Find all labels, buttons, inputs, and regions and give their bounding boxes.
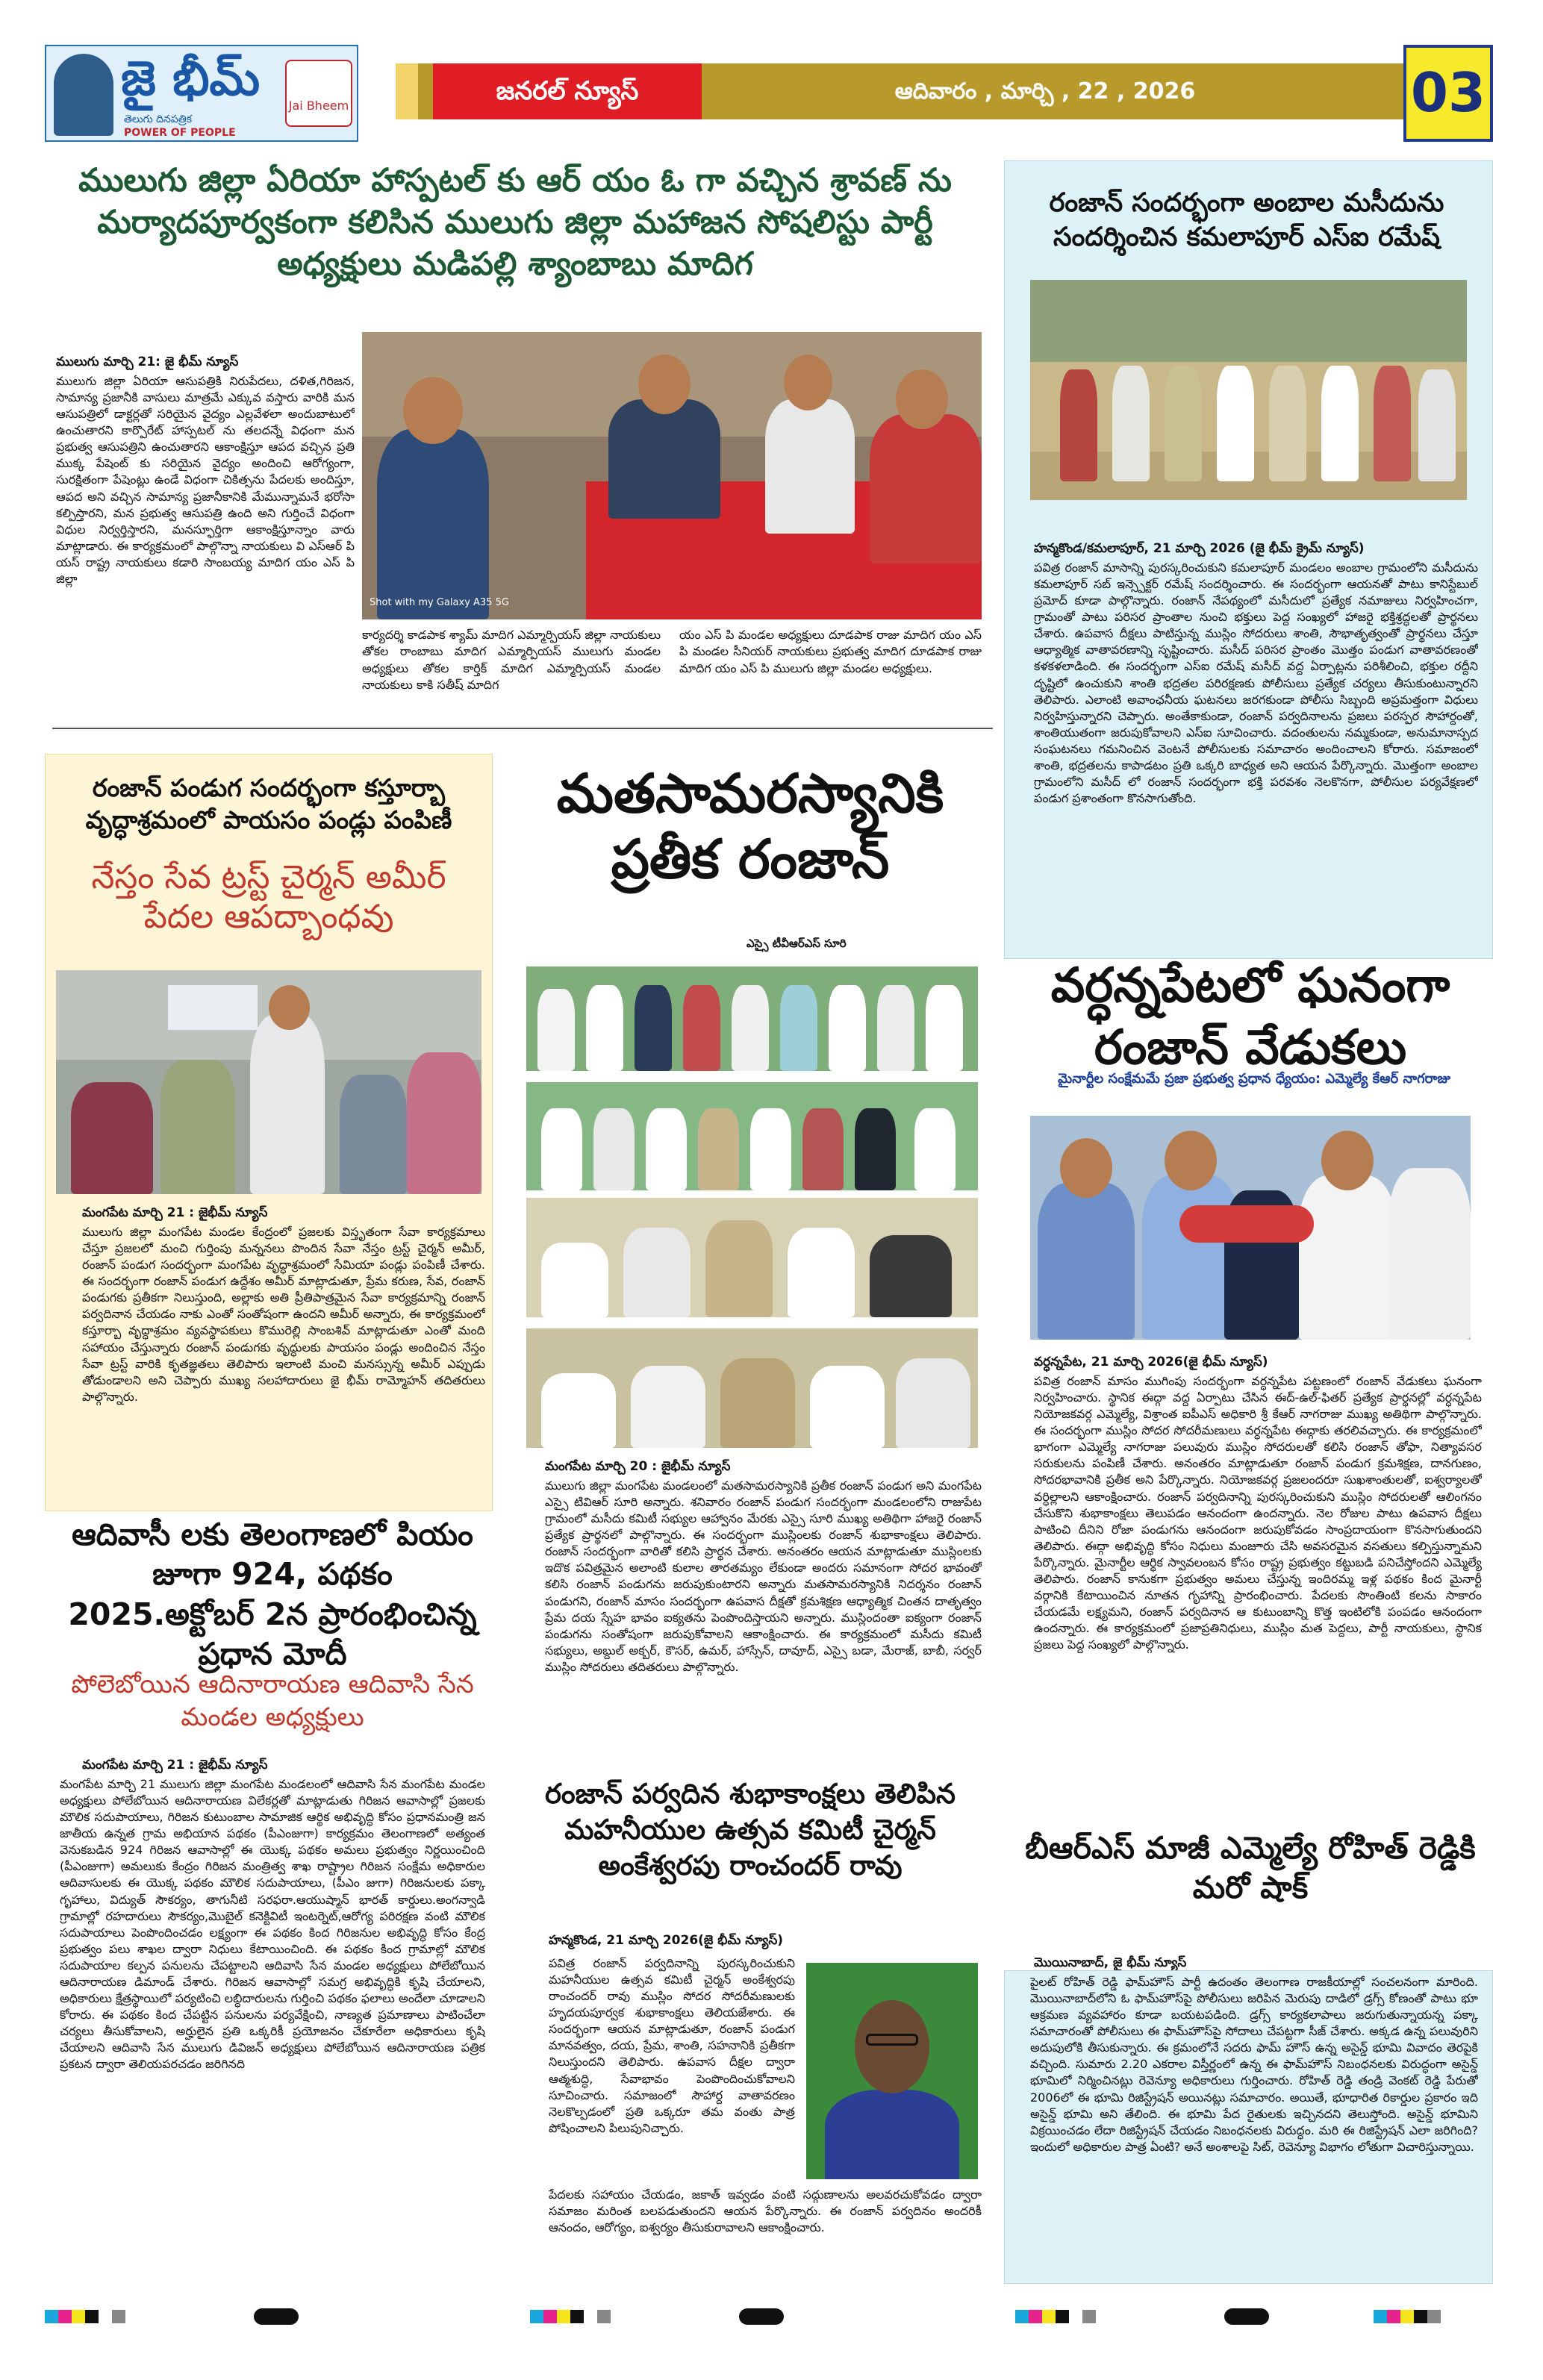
ambala-headline: రంజాన్ సందర్భంగా అంబాల మసీదును సందర్శించిన కమలాపూర్ ఎస్ఐ రమేష్ bbox=[1049, 188, 1444, 252]
photo-watermark: Shot with my Galaxy A35 5G bbox=[370, 597, 509, 608]
color-registration-bar bbox=[530, 2310, 611, 2323]
brs-headline: బీఆర్ఎస్ మాజీ ఎమ్మెల్యే రోహిత్ రెడ్డికి మరో షాక్ bbox=[1025, 1830, 1476, 1906]
vardhannapet-headline: వర్ధన్నపేటలో ఘనంగా రంజాన్ వేడుకలు bbox=[1050, 958, 1450, 1076]
portrait-image bbox=[54, 54, 113, 136]
adivasi-dateline: మంగపేట మార్చి 21 : జైభీమ్ న్యూస్ bbox=[82, 1758, 268, 1772]
logo-seal: Jai Bheem bbox=[285, 60, 352, 127]
story-a-headline: ములుగు జిల్లా ఏరియా హాస్పటల్ కు ఆర్ యం ఓ గా వచ్చిన శ్రావణ్ ను మర్యాదపూర్వకంగా కలిసిన ములుగు జిల్లా మహాజన సోషలిస్టు పార్టీ అధ్యక్షులు మడిపల్లి శ్యాంబాబు మాదిగ bbox=[78, 162, 952, 283]
masthead bbox=[45, 45, 1493, 142]
greetings-dateline: హన్మకొండ, 21 మార్చి 2026(జై భీమ్ న్యూస్) bbox=[549, 1933, 784, 1948]
adivasi-headline: ఆదివాసీ లకు తెలంగాణలో పియం జూగా 924, పథకం 2025.అక్టోబర్ 2న ప్రారంభించిన్న ప్రధాన మోదీ bbox=[68, 1517, 477, 1672]
story-a-caption-right: యం ఎస్ పి మండల అధ్యక్షులు దూడపాక రాజు మాదిగ యం ఎస్ పి మండల సీనియర్ నాయకులు ప్రభుత్వ మాదిగ దూడపాక రాజు మాదిగ యం ఎస్ పి ములుగు జిల్లా మండల అధ్యక్షులు. bbox=[679, 628, 982, 675]
color-registration-bar bbox=[45, 2310, 125, 2323]
ramzan-body: ములుగు జిల్లా మంగపేట మండలంలో మతసామరస్యానికి ప్రతీక రంజాన్ పండుగ అని మంగపేట ఎస్సై టివిఆర్ సూరి అన్నారు. శనివారం రంజాన్ పండుగ సందర్భంగా మండలంలోని రాజుపేట గ్రామంలో మసీదు కమిటీ సభ్యుల ఆహ్వానం మేరకు ఎస్సై సూరి ముఖ్య అతిథిగా హాజరై రంజాన్ ప్రత్యేక ప్రార్థనలో పాల్గొన్నారు. ఈ సందర్భంగా ముస్లింలకు రంజాన్ శుభాకాంక్షలు తెలిపారు. రంజాన్ సందర్భంగా వారితో కలిసి ప్రార్థన చేశారు. అనంతరం ఆయన మాట్లాడుతూ ముస్లింలకు ఇదొక పవిత్రమైన అలాంటి కులాల తారతమ్యం లేకుండా అందరు సమానంగా సోదర భావంతో కలిసి రంజాన్ పండుగను జరుపుకుంటారని అన్నారు మతసామరస్యానికి నిదర్శనం రంజాన్ పండుగని, రంజాన్ మాసం సందర్భంగా ఉపవాస దీక్షతో క్రమశిక్షణ ఆధ్యాత్మిక చింతన దాతృత్వం ప్రేమ దయ స్నేహ భావం ఐక్యతను పెంపొందిస్తాయని అన్నారు. ముస్లిందంతా ఐక్యంగా రంజాన్ పండుగను సంతోషంగా జరుపుకోవాలని ఆకాంక్షించారు. ఈ కార్యక్రమంలో మసీదు కమిటీ సభ్యులు, అబ్దుల్ అక్బర్, కౌసర్, ఉమర్, హాస్సేన్, దావూద్, ఎస్సై బడా, మేరాజ్, బాబీ, సర్వర్ ముస్లిం సోదరులు తదితరులు పాల్గొన్నారు. bbox=[545, 1478, 982, 1674]
header-arrow-decoration bbox=[396, 63, 418, 119]
ambala-dateline: హన్మకొండ/కమలాపూర్, 21 మార్చి 2026 (జై భీమ్ క్రైమ్ న్యూస్) bbox=[1034, 541, 1365, 556]
color-registration-bar bbox=[1015, 2310, 1096, 2323]
ramzan-photo-1 bbox=[526, 966, 978, 1071]
vardhannapet-photo bbox=[1030, 1116, 1471, 1340]
greetings-headline: రంజాన్ పర్వదిన శుభాకాంక్షలు తెలిపిన మహనీయుల ఉత్సవ కమిటీ చైర్మన్ అంకేశ్వరపు రాంచందర్ రావు bbox=[544, 1778, 956, 1882]
story-a-dateline: ములుగు మార్చి 21: జై భీమ్ న్యూస్ bbox=[56, 354, 239, 369]
garland bbox=[1179, 1205, 1314, 1243]
registration-mark bbox=[1224, 2308, 1269, 2325]
registration-mark bbox=[254, 2308, 299, 2325]
logo-tagline: POWER OF PEOPLE bbox=[124, 127, 236, 139]
ambala-photo bbox=[1030, 280, 1467, 500]
kasturba-highlight: నేస్తం సేవ ట్రస్ట్ చైర్మన్ అమీర్ పేదల ఆపద్బాంధవు bbox=[91, 858, 446, 936]
registration-mark bbox=[739, 2308, 784, 2325]
ambala-body: పవిత్ర రంజాన్ మాసాన్ని పురస్కరించుకుని కమలాపూర్ మండలం అంబాల గ్రామంలోని మసీదును కమలాపూర్ సబ్ ఇన్స్పెక్టర్ రమేష్ సందర్శించారు. ఈ సందర్భంగా ఆయనతో పాటు కానిస్టేబుల్ ప్రమోద్ కూడా పాల్గొన్నారు. రంజాన్ నేపథ్యంలో మసీదులో ప్రత్యేక నమాజులు నిర్వహించగా, గ్రామంతో పాటు పరిసర ప్రాంతాల నుంచి భక్తులు పెద్ద సంఖ్యలో హాజరై భక్తిశ్రద్ధలతో ప్రార్థనలు చేశారు. ఉపవాస దీక్షలు పాటిస్తున్న ముస్లిం సోదరులు శాంతి, సౌభాతృత్వంతో ప్రార్థనలు చేస్తూ ఆధ్యాత్మిక వాతావరణాన్ని సృష్టించారు. మసీద్ పరిసర ప్రాంతం మొత్తం పండుగ వాతావరణంతో కళకళలాడింది. ఈ సందర్భంగా ఎస్ఐ రమేష్ మసీద్ వద్ద ఏర్పాట్లను పరిశీలించి, భక్తుల రద్దీని దృష్టిలో ఉంచుకుని శాంతి భద్రతల పరిరక్షణకు పోలీసులు ప్రత్యేక చర్యలు తీసుకుంటున్నారని తెలిపారు. ఎలాంటి అవాంఛనీయ ఘటనలు జరగకుండా పోలీసు సిబ్బంది అప్రమత్తంగా విధులు నిర్వహిస్తున్నారని చెప్పారు. అంతేకాకుండా, రంజాన్ పర్వదినాలను ప్రజలు పరస్పర సౌహార్దంతో, శాంతియుతంగా జరుపుకోవాలని ఎస్ఐ సూచించారు. వదంతులను నమ్మకుండా, అనుమానాస్పద సంఘటనలు గమనించిన వెంటనే పోలీసులకు సమాచారం అందించాలని కోరారు. సమాజంలో శాంతి, భద్రతలను కాపాడటం ప్రతి ఒక్కరి బాధ్యత అని ఆయన పేర్కొన్నారు. మొత్తంగా అంబాల గ్రామంలోని మసీద్ లో రంజాన్ సందర్భంగా భక్తి పరవశం నెలకొనగా, పోలీసుల పర్యవేక్షణలో పండుగ ప్రశాంతంగా కొనసాగుతోంది. bbox=[1034, 560, 1478, 806]
kasturba-headline: రంజాన్ పండుగ సందర్భంగా కస్తూర్బా వృద్ధాశ్రమంలో పాయసం పండ్లు పంపిణీ bbox=[85, 773, 452, 834]
greetings-portrait-photo bbox=[806, 1963, 978, 2179]
ramzan-headline: మతసామరస్యానికి ప్రతీక రంజాన్ bbox=[556, 762, 944, 890]
kasturba-body: ములుగు జిల్లా మంగపేట మండల కేంద్రంలో ప్రజలకు విస్తృతంగా సేవా కార్యక్రమాలు చేస్తూ ప్రజలలో మంచి గుర్తింపు మన్ననలు పొందిన సేవా నేస్తం ట్రస్ట్ చైర్మన్ అమీర్, రంజాన్ పండుగ సందర్భంగా మంగపేట వృద్ధాశ్రమంలో సేమియా పండ్లు పంపిణీ చేశారు. ఈ సందర్భంగా రంజాన్ పండుగ ఉద్దేశం అమీర్ మాట్లాడుతూ, ప్రేమ కరుణ, సేవ, రంజాన్ పండుగకు ప్రతీకగా నిలుస్తుంది, అల్లాకు అతి ప్రీతిపాత్రమైన సేవా కార్యక్రమాన్ని రంజాన్ పర్వదినాన చేయడం నాకు ఎంతో సంతోషంగా ఉందని అమీర్ అన్నారు, ఈ కార్యక్రమంలో కస్తూర్బా వృద్ధాశ్రమం వ్యవస్థాపకులు కొమురెల్లి సాంబశివ్ మాట్లాడుతూ ఎంతో మంది సహాయం చేస్తున్నారు రంజాన్ పండుగకు వృద్ధులకు పాయసం పండ్లు అందించిన నేస్తం సేవా ట్రస్ట్ వారికి కృతజ్ఞతలు తెలిపారు ఇలాంటి మంచి మనస్సున్న అమీర్ ఎప్పుడు తోడుండాలని అని చెప్పారు ముఖ్య సలహాదారులు జై భీమ్ రామ్మోహన్ తదితరులు పాల్గొన్నారు. bbox=[82, 1225, 485, 1404]
ramzan-photo-2 bbox=[526, 1082, 978, 1190]
kasturba-photo bbox=[56, 970, 481, 1194]
greetings-body-continued: పేదలకు సహాయం చేయడం, జకాత్ ఇవ్వడం వంటి సద్గుణాలను అలవరచుకోవడం ద్వారా సమాజం మరింత బలపడుతుందని ఆయన పేర్కొన్నారు. ఈ రంజాన్ పర్వదినం అందరికీ ఆనందం, ఆరోగ్యం, ఐశ్వర్యం తీసుకురావాలని ఆకాంక్షించారు. bbox=[549, 2187, 982, 2235]
newspaper-logo bbox=[45, 45, 358, 142]
page-number: 03 bbox=[1403, 45, 1493, 142]
vardhannapet-subheadline: మైనార్టీల సంక్షేమమే ప్రజా ప్రభుత్వ ప్రధాన ధ్యేయం: ఎమ్మెల్యే కేఆర్ నాగరాజు bbox=[1058, 1071, 1450, 1087]
story-a-body: ములుగు జిల్లా ఏరియా ఆసుపత్రికి నిరుపేదలు, దళిత,గిరిజన, సామాన్య ప్రజానీకి వాసులు మాత్రమే ఎక్కువ వస్తారు వారికి మన ఆసుపత్రిలో డాక్టర్లతో సరియైన వైద్యం ఎల్లవేళలా అందుబాటులో ఉంచుతారని కార్పొరేట్ హాస్పటల్ ను తలదన్నే విధంగా మన ప్రభుత్వ ఆసుపత్రిని ఉంచుతారని ఆకాంక్షిస్తూ ఆపద వచ్చిన ప్రతి ముక్క పేషెంట్ కు సరియైన వైద్యం అందించి ఆరోగ్యంగా, సురక్షితంగా పేషెంట్లు ఉండే విధంగా చికిత్సను పేదలకు అందిస్తూ, ఆపద అని వచ్చిన సామాన్య ప్రజానీకానికి మేమున్నామనే భరోసా కల్పిస్తారని, మన ప్రభుత్వ ఆసుపత్రి ఉంది అని గుర్తించే విధంగా విధుల నిర్వర్తిస్తారని, మనస్ఫూర్తిగా ఆకాంక్షిస్తూన్నాం వారు మాట్లాడారు. ఈ కార్యక్రమంలో పాల్గొన్నా నాయకులు వి ఎస్ఆర్ పి యస్ రాష్ట్ర నాయకులు కడారి సాంబయ్య మాదిగ యం ఎస్ పి జిల్లా bbox=[56, 374, 355, 586]
signboard bbox=[168, 985, 258, 1030]
kasturba-dateline: మంగపేట మార్చి 21 : జైభీమ్ న్యూస్ bbox=[82, 1205, 268, 1220]
adivasi-subheadline: పోలెబోయిన ఆదినారాయణ ఆదివాసి సేన మండల అధ్యక్షులు bbox=[71, 1670, 474, 1733]
story-a-caption-left: కార్యదర్శి కాడపాక శ్యామ్ మాదిగ ఎమ్మార్పియస్ జిల్లా నాయకులు తోకల రాంబాబు మాదిగ ఎమ్మార్పియస్ ములుగు మండల అధ్యక్షులు తోకల కార్తిక్ మాదిగ ఎమ్మార్పియస్ మండల నాయకులు కాకి సతీష్ మాదిగ bbox=[362, 628, 661, 693]
vardhannapet-dateline: వర్ధన్నపేట, 21 మార్చి 2026(జై భీమ్ న్యూస్) bbox=[1034, 1355, 1268, 1369]
ramzan-dateline: మంగపేట మార్చి 20 : జైభీమ్ న్యూస్ bbox=[545, 1459, 731, 1474]
brs-dateline: మొయినాబాద్, జై భీమ్ న్యూస్ bbox=[1034, 1955, 1187, 1970]
ramzan-byline: ఎస్సై టీవీఆర్ఎస్ సూరి bbox=[746, 937, 847, 950]
brs-body: పైలట్ రోహిత్ రెడ్డి ఫామ్‌హౌస్ పార్టీ ఉదంతం తెలంగాణ రాజకీయాల్లో సంచలనంగా మారింది. మొయినాబాద్‌లోని ఓ ఫామ్‌హౌస్‌పై పోలీసులు జరిపిన మెరుపు దాడిలో డ్రగ్స్ కోణంతో పాటు భూ ఆక్రమణ వ్యవహారం కూడా బయటపడింది. డ్రగ్స్ కార్యకలాపాలు జరుగుతున్నాయన్న పక్కా సమాచారంతో పోలీసులు ఈ ఫామ్‌హౌస్‌పై సోదాలు చేపట్టగా సీజ్ చేశారు. అక్కడ ఉన్న పలువురిని అదుపులోకి తీసుకున్నారు. ఈ క్రమంలోనే సదరు ఫామ్ హౌస్ ఉన్న అసైన్డ్ భూమి వివాదం తెరపైకి వచ్చింది. సుమారు 2.20 ఎకరాల విస్తీర్ణంలో ఉన్న ఈ ఫామ్‌హౌస్ నిబంధనలకు విరుద్ధంగా అసైన్డ్ భూమిలో నిర్మించినట్లు రెవెన్యూ అధికారులు గుర్తించారు. రోహిత్ రెడ్డి తండ్రి వెంకట్ రెడ్డి పేరుతో 2006లో ఈ భూమి రిజిస్ట్రేషన్ అయినట్లు సమాచారం. అయితే, భూధారిత రికార్డుల ప్రకారం ఇది అసైన్డ్ భూమి అని తేలింది. ఈ భూమి పేద రైతులకు ఇచ్చినదని తెలుస్తోంది. అసైన్డ్ భూమిని విక్రయించడం లేదా రిజిస్ట్రేషన్ చేయడం నిబంధనలకు విరుద్ధం. మరి ఈ రిజిస్ట్రేషన్ ఎలా జరిగింది? ఇందులో అధికారుల పాత్ర ఏంటి? అనే అంశాలపై సిట్, రెవెన్యూ విభాగం లోతుగా విచారిస్తున్నాయి. bbox=[1030, 1975, 1478, 2154]
color-registration-bar bbox=[1374, 2310, 1441, 2323]
section-tag: జనరల్ న్యూస్ bbox=[433, 63, 702, 119]
logo-subtitle: తెలుగు దినపత్రిక bbox=[124, 113, 193, 125]
divider bbox=[52, 728, 993, 729]
ramzan-photo-4 bbox=[526, 1328, 978, 1448]
greetings-body: పవిత్ర రంజాన్ పర్వదినాన్ని పురస్కరించుకుని మహనీయుల ఉత్సవ కమిటీ చైర్మన్ అంకేశ్వరపు రాంచందర్ రావు ముస్లిం సోదర సోదరీమణులకు హృదయపూర్వక శుభాకాంక్షలు తెలియజేశారు. ఈ సందర్భంగా ఆయన మాట్లాడుతూ, రంజాన్ పండుగ మానవత్వం, దయ, ప్రేమ, శాంతి, సహనానికి ప్రతీకగా నిలుస్తుందని తెలిపారు. ఉపవాస దీక్షల ద్వారా ఆత్మశుద్ధి, సేవాభావం పెంపొందించుకోవాలని సూచించారు. సమాజంలో సౌహార్ద వాతావరణం నెలకొల్పడంలో ప్రతి ఒక్కరూ తమ వంతు పాత్ర పోషించాలని పిలుపునిచ్చారు. bbox=[549, 1956, 795, 2135]
issue-date: ఆదివారం , మార్చి , 22 , 2026 bbox=[894, 78, 1196, 104]
logo-title: జై భీమ్ bbox=[121, 51, 261, 107]
story-a-photo bbox=[362, 332, 982, 619]
vardhannapet-body: పవిత్ర రంజాన్ మాసం ముగింపు సందర్భంగా వర్ధన్నపేట పట్టణంలో రంజాన్ వేడుకలు ఘనంగా నిర్వహించారు. స్థానిక ఈద్గా వద్ద ఏర్పాటు చేసిన ఈద్-ఉల్-ఫితర్ ప్రత్యేక ప్రార్థనల్లో వర్ధన్నపేట నియోజకవర్గ ఎమ్మెల్యే, విశ్రాంత ఐపీఎస్ అధికారి శ్రీ కేఆర్ నాగరాజు ముఖ్య అతిథిగా పాల్గొన్నారు. ఈ సందర్భంగా ముస్లిం సోదర సోదరీమణులు వర్ధన్నపేట ఈద్గాకు తరలివచ్చారు. ఈ కార్యక్రమంలో భాగంగా ఎమ్మెల్యే నాగరాజు పలువురు ముస్లిం సోదరులతో కలిసి రంజాన్ తోఫా, నిత్యావసర సరుకులను పంపిణీ చేశారు. అనంతరం మాట్లాడుతూ రంజాన్ పండుగ క్రమశిక్షణ, దానగుణం, సోదరభావానికి ప్రతీక అని పేర్కొన్నారు. నియోజకవర్గ ప్రజలందరూ సుఖశాంతులతో, ఐశ్వర్యాలతో వర్ధిల్లాలని ఆకాంక్షించారు. రంజాన్ పర్వదినాన్ని పురస్కరించుకుని ముస్లిం సోదరులతో ఆలింగనం చేసుకొని శుభాకాంక్షలు తెలుపడం ఆనందంగా ఉందన్నారు. నెల రోజుల పాటు ఉపవాస దీక్షలు పాటించి దీనిని రోజా పండుగను ఆనందంగా జరుపుకోవడం సాంప్రదాయంగా కొనసాగుతుందని తెలిపారు. ఈద్గా అభివృద్ధి కోసం నిధులు మంజూరు చేసి అవసరమైన వసతులు కల్పిస్తున్నామని పేర్కొన్నారు. మైనార్టీల ఆర్థిక స్వావలంబన కోసం రాష్ట్ర ప్రభుత్వం కట్టుబడి పనిచేస్తోందని ఎమ్మెల్యే తెలిపారు. రంజాన్ కానుకగా ప్రభుత్వం అమలు చేస్తున్న ఇందిరమ్మ ఇళ్ల పథకం కింద మైనార్టీ వర్గానికి కేటాయించిన నూతన గృహాన్ని ప్రారంభించారు. పేదలకు సొంతింటి కలను సాకారం చేయడమే లక్ష్యమని, రంజాన్ పర్వదినాన ఆ కుటుంబాన్ని కొత్త ఇంటిలోకి పంపడం ఆనందంగా ఉందన్నారు. ఈ కార్యక్రమంలో ప్రజాప్రతినిధులు, ముస్లిం మత పెద్దలు, పార్టీ నాయకులు, స్థానిక ప్రజలు పెద్ద సంఖ్యలో పాల్గొన్నారు. bbox=[1034, 1374, 1482, 1652]
adivasi-body: మంగపేట మార్చి 21 ములుగు జిల్లా మంగపేట మండలంలో ఆదివాసి సేన మంగపేట మండల అధ్యక్షులు పోలేబోయిన ఆదినారాయణ విలేకర్లతో మాట్లాడుతు గిరిజన ఆవాసాల్లో ప్రజలకు మౌలిక సదుపాయాలు, గిరిజన కుటుంబాల సామాజిక ఆర్థిక అభివృద్ధి కోసం ప్రధానమంత్రి జన జాతీయ ఉన్నత గ్రామ అభియాన పథకం (పీఎంజుగా) కార్యక్రమం తెలంగాణలో అత్యంత వెనుకబడిన 924 గిరిజన ఆవాసాల్లో ఈ యొక్క పథకం అమలు ప్రభుత్వం నిర్ణయించింది (పీఎంజుగా) అమలుకు కేంద్రం గిరిజన మంత్రిత్వ శాఖ రాష్ట్రాల గిరిజన సంక్షేమ అధికారుల ఆదివాసులకు ఈ యొక్క పథకం మౌలిక సదుపాయాలు, (పీఎం జుగా) గిరిజనులకు పక్కా గృహాలు, విద్యుత్ సౌకర్యం, తాగునీటి సరఫరా.ఆయుష్మాన్ భారత్ కార్డులు.అంగన్వాడి గ్రామాల్లో రహదారులు సౌకర్యం,మొబైల్ కనెక్టివిటీ ఇంటర్నెట్,ఆరోగ్య పరిరక్షణ వంటి మౌలిక సదుపాయాలు పెంపొందించడం లక్ష్యంగా ఈ పథకం కింద గిరిజనుల అభివృద్ధి కోసం కేంద్ర ప్రభుత్వం పలు శాఖల ద్వారా నిధులు కేటాయించింది. ఈ పథకం కింద గ్రామాల్లో మౌలిక సదుపాయాల కల్పన పనులను చేపట్టాలని ఆదివాసి సేన మండల అధ్యక్షులు పోలేబోయిన ఆదినారాయణ డిమాండ్ చేశారు. గిరిజన ఆవాసాల్లో సమగ్ర అభివృద్ధికి కృషి చేయాలని, అధికారులు క్షేత్రస్థాయిలో పర్యటించి లబ్ధిదారులను గుర్తించి పథకం ఫలాలు అందేలా చూడాలని కోరారు. ఈ పథకం కింద చేపట్టిన పనులను పర్యవేక్షించి, నాణ్యత ప్రమాణాలు పాటించేలా చర్యలు తీసుకోవాలని, అర్హులైన ప్రతి ఒక్కరికీ ప్రయోజనం చేకూరేలా అధికారులు కృషి చేయాలని ఆదివాసి సేన ములుగు డివిజన్ అధ్యక్షులు పోలేబోయిన ఆదినారాయణ పత్రిక ప్రకటన ద్వారా తెలియపరచడం జరిగినది bbox=[60, 1777, 485, 2072]
ramzan-photo-3 bbox=[526, 1198, 978, 1317]
